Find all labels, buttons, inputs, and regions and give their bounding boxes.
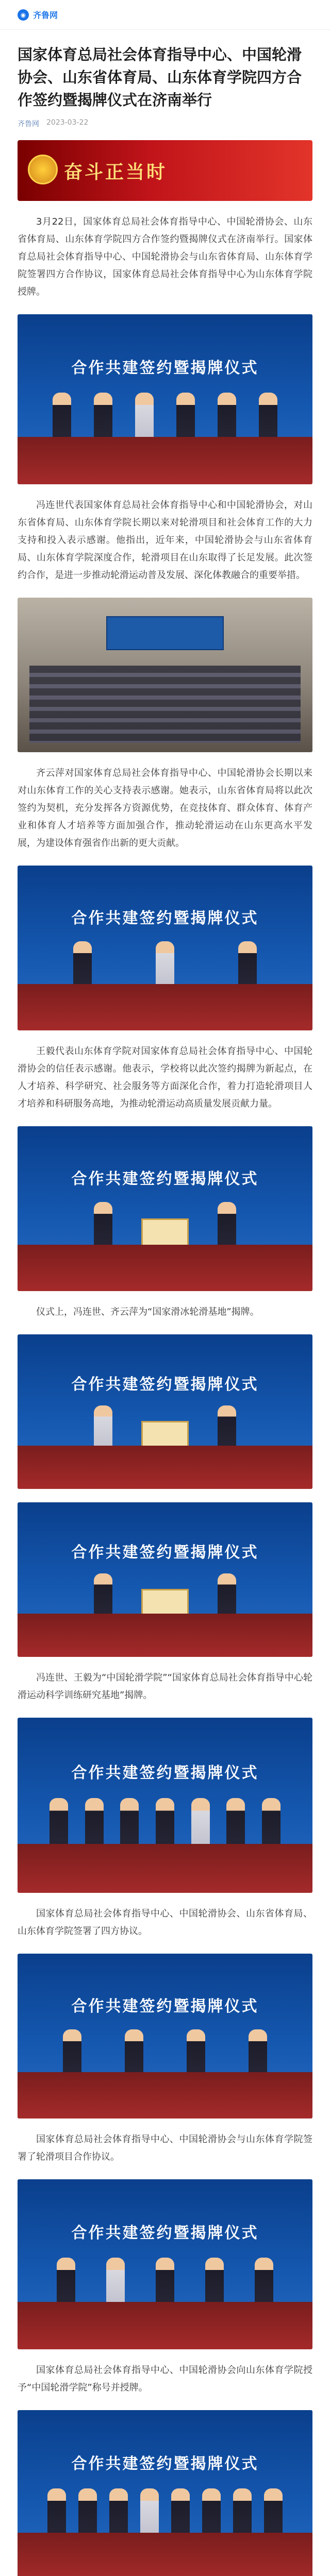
article-date: 2023-03-22 <box>46 118 89 127</box>
backdrop-title: 合作共建签约暨揭牌仪式 <box>71 2455 259 2473</box>
backdrop-title: 合作共建签约暨揭牌仪式 <box>71 2224 259 2243</box>
photo-audience-hall <box>18 598 312 752</box>
banner-title: 奋斗正当时 <box>64 162 168 183</box>
paragraph: 齐云萍对国家体育总局社会体育指导中心、中国轮滑协会长期以来对山东体育工作的关心支持表示感谢。她表示，山东省体育局将以此次签约为契机，充分发挥各方资源优势，在竞技体育、群众体育、体育产业和体育人才培养等方面加强合作，推动轮滑运动在山东更高水平发展，为建设体育强省作出新的更大贡献。 <box>18 768 312 849</box>
photo-group-photo <box>18 2410 312 2576</box>
banner-image <box>18 140 312 201</box>
photo-plaque-unveiling-1 <box>18 1126 312 1291</box>
paragraph: 国家体育总局社会体育指导中心、中国轮滑协会、山东省体育局、山东体育学院签署了四方协议。 <box>18 1908 312 1937</box>
backdrop-title: 合作共建签约暨揭牌仪式 <box>71 909 259 927</box>
brand[interactable] <box>18 9 58 21</box>
backdrop-title: 合作共建签约暨揭牌仪式 <box>71 359 259 378</box>
photo-award-plaque <box>18 2179 312 2349</box>
article-title: 国家体育总局社会体育指导中心、中国轮滑协会、山东省体育局、山东体育学院四方合作签约暨揭牌仪式在济南举行 <box>18 46 302 109</box>
photo-plaque-unveiling-2 <box>18 1334 312 1489</box>
top-bar <box>0 0 330 30</box>
backdrop-title: 合作共建签约暨揭牌仪式 <box>71 1997 259 2015</box>
photo-plaque-unveiling-3 <box>18 1502 312 1657</box>
paragraph: 王毅代表山东体育学院对国家体育总局社会体育指导中心、中国轮滑协会的信任表示感谢。他表示，学校将以此次签约揭牌为新起点，在人才培养、科学研究、社会服务等方面深化合作，着力打造轮滑项目人才培养和科研服务高地，为推动轮滑运动高质量发展贡献力量。 <box>18 1046 312 1109</box>
backdrop-title: 合作共建签约暨揭牌仪式 <box>71 1170 259 1188</box>
emblem-icon <box>28 155 58 184</box>
photo-signing-ceremony <box>18 314 312 484</box>
paragraph: 3月22日，国家体育总局社会体育指导中心、中国轮滑协会、山东省体育局、山东体育学院四方合作签约暨揭牌仪式在济南举行。国家体育总局社会体育指导中心、中国轮滑协会与山东省体育局、山东体育学院签署四方合作协议，国家体育总局社会体育指导中心为山东体育学院授牌。 <box>18 216 312 297</box>
article-meta <box>18 118 312 129</box>
paragraph: 冯连世、王毅为“中国轮滑学院”“国家体育总局社会体育指导中心轮滑运动科学训练研究基地”揭牌。 <box>18 1672 312 1701</box>
article-body <box>0 43 330 2576</box>
backdrop-title: 合作共建签约暨揭牌仪式 <box>71 1544 259 1562</box>
paragraph: 仪式上，冯连世、齐云萍为“国家滑冰轮滑基地”揭牌。 <box>36 1307 259 1317</box>
photo-cooperation-signing <box>18 1954 312 2119</box>
photo-speech <box>18 866 312 1030</box>
article-source[interactable]: 齐鲁网 <box>18 120 39 128</box>
backdrop-title: 合作共建签约暨揭牌仪式 <box>71 1764 259 1782</box>
brand-name: 齐鲁网 <box>33 10 58 20</box>
paragraph: 国家体育总局社会体育指导中心、中国轮滑协会与山东体育学院签署了轮滑项目合作协议。 <box>18 2134 312 2162</box>
paragraph: 国家体育总局社会体育指导中心、中国轮滑协会向山东体育学院授予“中国轮滑学院”称号并授牌。 <box>18 2365 312 2393</box>
photo-four-party-signing <box>18 1718 312 1893</box>
paragraph: 冯连世代表国家体育总局社会体育指导中心和中国轮滑协会，对山东省体育局、山东体育学院长期以来对轮滑项目和社会体育工作的大力支持和投入表示感谢。他指出，近年来，中国轮滑协会与山东省体育局、山东体育学院深度合作，轮滑项目在山东取得了长足发展。此次签约合作，是进一步推动轮滑运动普及发展、深化体教融合的重要举措。 <box>18 500 312 581</box>
backdrop-title: 合作共建签约暨揭牌仪式 <box>71 1376 259 1394</box>
logo-icon: ◉ <box>18 9 29 21</box>
